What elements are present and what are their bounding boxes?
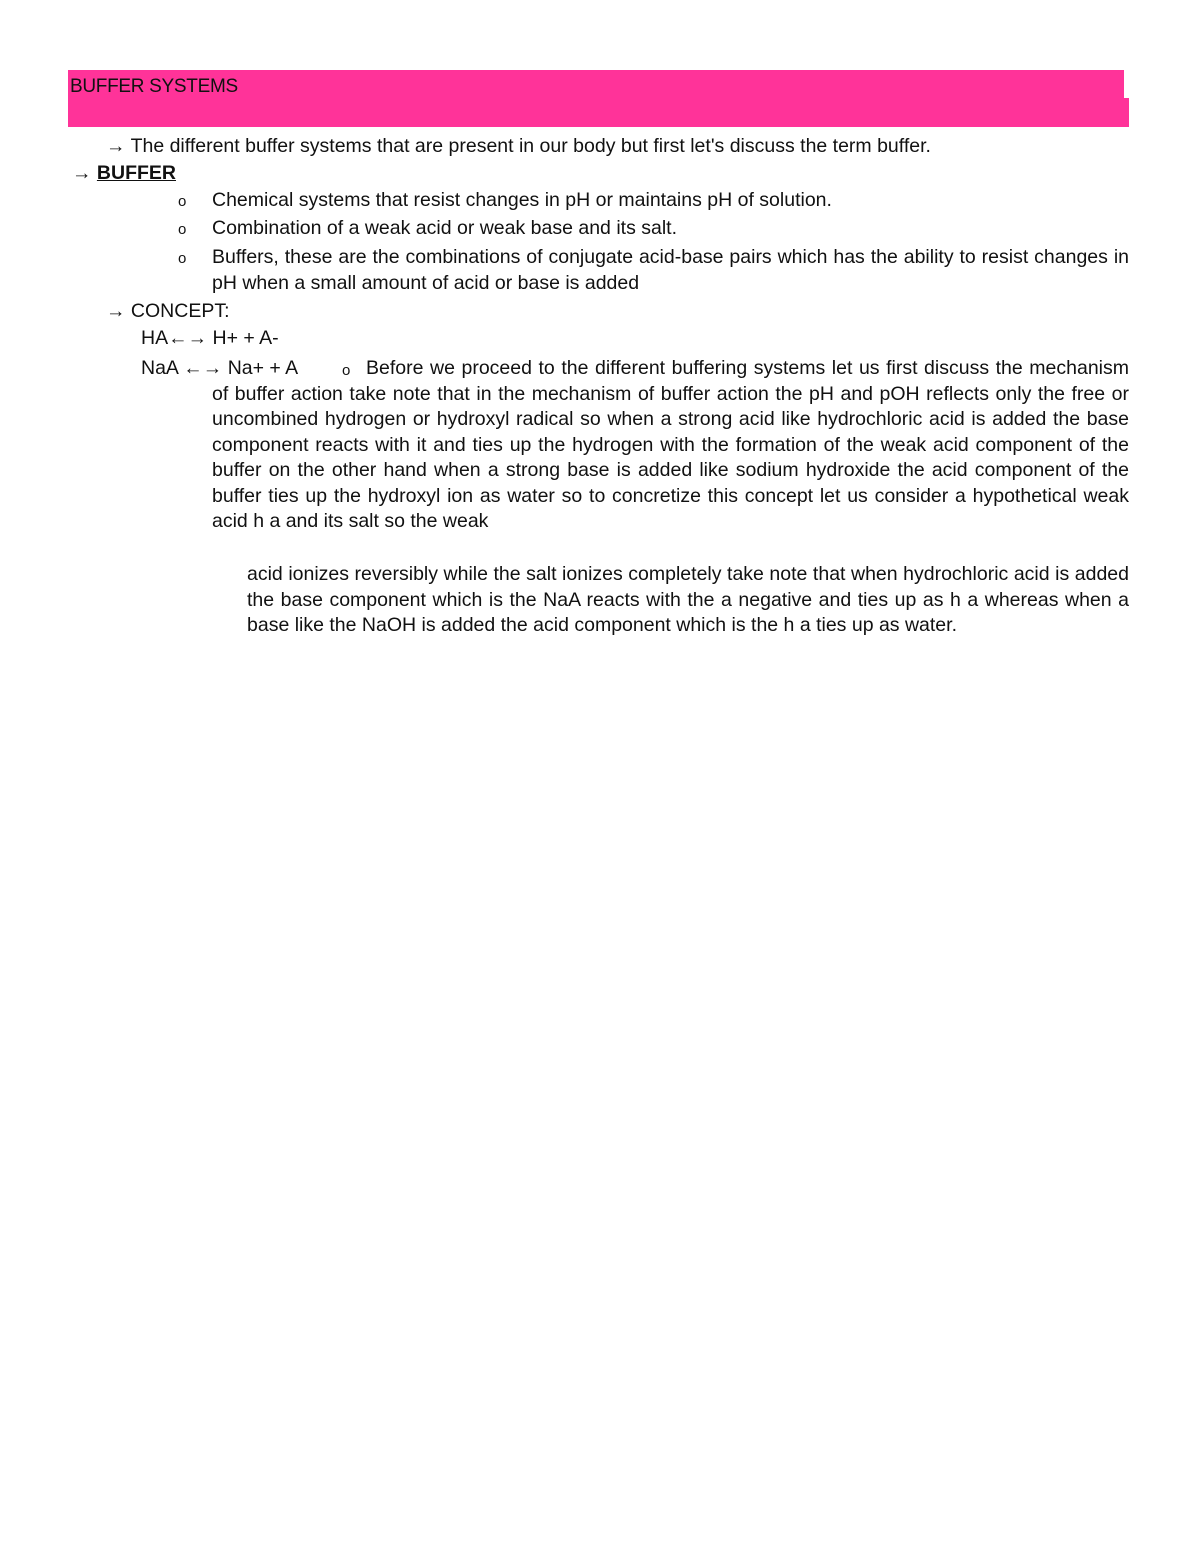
buffer-item-3: Buffers, these are the combinations of conjugate acid-base pairs which has the ability to resist changes in pH when a small amount of acid or base is added xyxy=(212,246,1129,294)
banner-notch xyxy=(1124,70,1129,98)
bullet-icon: o xyxy=(178,193,187,210)
arrow-glyph: → xyxy=(72,162,92,184)
equation-ha: HA←→ H+ + A- xyxy=(141,327,279,349)
bullet-icon: o xyxy=(178,221,187,238)
intro-line: → The different buffer systems that are present in our body but first let's discuss the term buffer. xyxy=(106,135,931,157)
buffer-heading: BUFFER xyxy=(96,162,176,184)
buffer-heading-line xyxy=(72,161,176,187)
bullet-icon: o xyxy=(342,362,351,379)
equation-naa: NaA ←→ Na+ + A xyxy=(141,357,299,379)
concept-label: → CONCEPT: xyxy=(106,300,230,322)
concept-paragraph: Before we proceed to the different buffering systems let us first discuss the mechanism of buffer action take note that in the mechanism of buffer action the pH and pOH reflects only the free or uncombined hydrogen or hydroxyl radical so when a strong acid like hydrochloric acid is added the base component reacts with it and ties up the hydrogen with the formation of the weak acid component of the buffer on the other hand when a strong base is added like sodium hydroxide the acid component of the buffer ties up the hydroxyl ion as water so to concretize this concept let us consider a hypothetical weak acid h a and its salt so the weak xyxy=(212,357,1129,532)
buffer-item-1: Chemical systems that resist changes in pH or maintains pH of solution. xyxy=(212,189,832,211)
page-title: BUFFER SYSTEMS xyxy=(70,76,238,97)
bullet-icon: o xyxy=(178,250,187,267)
concept-continuation: acid ionizes reversibly while the salt ionizes completely take note that when hydrochloric acid is added the base component which is the NaA reacts with the a negative and ties up as h a whereas when a base like the NaOH is added the acid component which is the h a ties up as water. xyxy=(247,563,1129,636)
header-banner xyxy=(68,70,1129,127)
buffer-item-2: Combination of a weak acid or weak base and its salt. xyxy=(212,217,678,239)
